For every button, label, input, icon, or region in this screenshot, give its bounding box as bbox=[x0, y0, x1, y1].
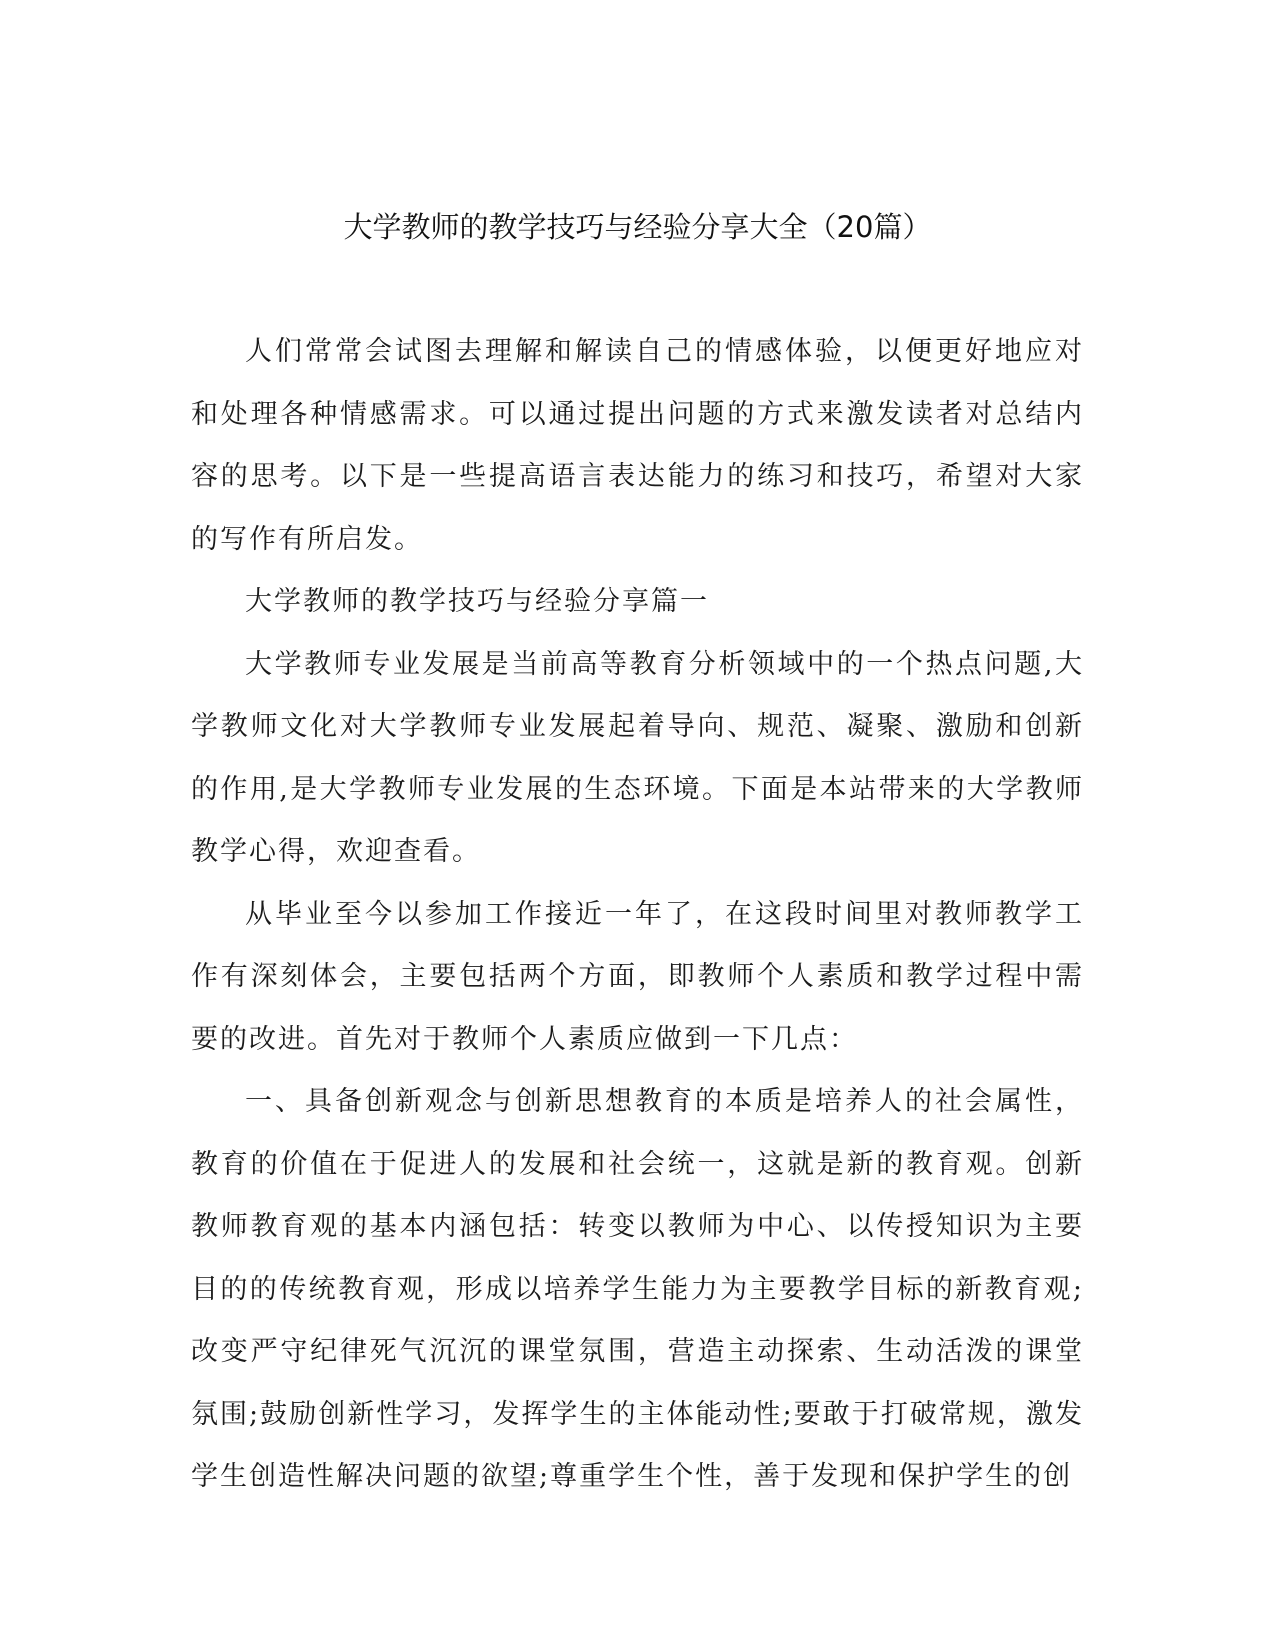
document-body bbox=[191, 321, 1084, 1509]
paragraph-intro: 人们常常会试图去理解和解读自己的情感体验，以便更好地应对和处理各种情感需求。可以通过提出问题的方式来激发读者对总结内容的思考。以下是一些提高语言表达能力的练习和技巧，希望对大家的写作有所启发。 bbox=[191, 336, 1084, 555]
paragraph: 一、具备创新观念与创新思想教育的本质是培养人的社会属性，教育的价值在于促进人的发展和社会统一，这就是新的教育观。创新教师教育观的基本内涵包括：转变以教师为中心、以传授知识为主要目的的传统教育观，形成以培养学生能力为主要教学目标的新教育观;改变严守纪律死气沉沉的课堂氛围，营造主动探索、生动活泼的课堂氛围;鼓励创新性学习，发挥学生的主体能动性;要敢于打破常规，激发学生创造性解决问题的欲望;尊重学生个性，善于发现和保护学生的创 bbox=[191, 1086, 1084, 1492]
paragraph: 从毕业至今以参加工作接近一年了，在这段时间里对教师教学工作有深刻体会，主要包括两个方面，即教师个人素质和教学过程中需要的改进。首先对于教师个人素质应做到一下几点： bbox=[191, 898, 1084, 1055]
paragraph: 大学教师专业发展是当前高等教育分析领域中的一个热点问题,大学教师文化对大学教师专业发展起着导向、规范、凝聚、激励和创新的作用,是大学教师专业发展的生态环境。下面是本站带来的大学教师教学心得，欢迎查看。 bbox=[191, 648, 1084, 867]
section-heading: 大学教师的教学技巧与经验分享篇一 bbox=[245, 586, 709, 617]
document-title: 大学教师的教学技巧与经验分享大全（20篇） bbox=[343, 210, 932, 244]
